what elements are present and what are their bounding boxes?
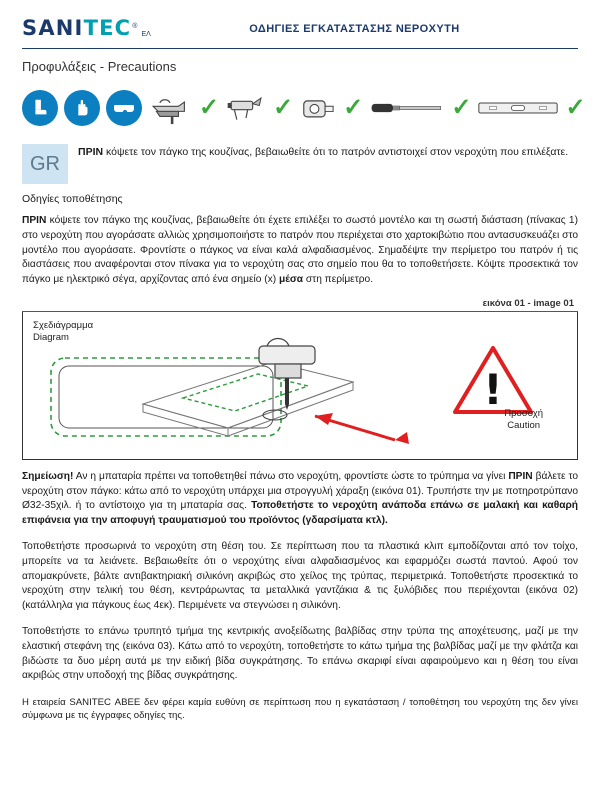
instructions-body (22, 214, 578, 288)
screwdriver-icon (370, 98, 444, 118)
check-icon: ✓ (199, 94, 220, 121)
logo-subscript: ΕΛ (141, 31, 151, 38)
paragraph-1: Τοποθετήστε προσωρινά το νεροχύτη στη θέση του. Σε περίπτωση που τα πλαστικά κλιπ εμποδίζονται από τον τοίχο, μπορείτε να τα λειάνετε. Βεβαιωθείτε ότι ο νεροχύτης είναι αλφαδιασμένος και εφαρμόζει σωστά παντού. Αφού τον απομακρύνετε, βάλτε αντιβακτηριακή σιλικόνη ακριβώς στο χείλος της τρύπας, περιμετρικά. Τοποθετήστε προσεκτικά το νεροχύτη στην τελική του θέση, κεντράρωντας τα μεταλλικά γαντζάκια & τις ξυλόβιδες που περιέχονται (εικόνα 02) (κατάλληλα για πάγκους έως 4εκ). Περιμένετε να στεγνώσει η σιλικόνη. (22, 541, 578, 612)
note-text-1: Αν η μπαταρία πρέπει να τοποθετηθεί πάνω στο νεροχύτη, φροντίστε ώστε το τρύπημα να γίνει (73, 470, 509, 482)
callout-body: κόψετε τον πάγκο της κουζίνας, βεβαιωθείτε ότι το πατρόν αντιστοιχεί στον νεροχύτη που επιλέξατε. (103, 146, 569, 158)
callout-bold-lead: ΠΡΙΝ (78, 146, 104, 158)
liability-footer: Η εταιρεία SANITEC ΑΒΕΕ δεν φέρει καμία ευθύνη σε περίπτωση που η εγκατάσταση / τοποθέτηση του νεροχύτη της δεν γίνει σύμφωνα με τις έγγραφες οδηγίες της. (22, 697, 578, 722)
instructions-bold-lead: ΠΡΙΝ (22, 215, 47, 226)
note-text-2: βάλετε το νεροχύτη στον πάγκο: κάτω από το νεροχύτη υπάρχει μια στρογγυλή χάραξη (εικόνα 01). Τρυπήστε την με ποτηροτρύπανο Ø32-35χιλ. ή το αντίστοιχο για τη μπαταρία σας. (22, 470, 578, 512)
instructions-text: κόψετε τον πάγκο της κουζίνας, βεβαιωθείτε ότι έχετε επιλέξει το σωστό μοντέλο και τη σωστή διάσταση (πίνακας 1) στο νεροχύτη που αγοράσατε αλλιώς χρησιμοποιήστε το πατρόν που περιέχεται στο χαρτοκιβώτιο που αντασυσκευάζει στο μοντέλο που αγοράσατε. Φροντίστε ο πάγκος να είναι καλά αλφαδιασμένος. Σημαδέψτε την περίμετρο του πατρόν ή τις διαστάσεις που αναφέρονται στον πίνακα για το νεροχύτη σας στο σημείο που θα το τοποθετήσετε. Κόψτε προσεκτικά τον πάγκο με ηλεκτρικό σέγα, αρχίζοντας από ένα σημείο (x) (22, 215, 578, 286)
check-icon: ✓ (343, 94, 364, 121)
registered-mark-icon: ® (132, 23, 138, 30)
caution-line2: Caution (507, 419, 541, 431)
note-lead: Σημείωση! (22, 470, 74, 482)
logo-text: SANITEC (22, 16, 132, 40)
instructions-heading: Οδηγίες τοποθέτησης (22, 193, 123, 205)
caution-line1: Προσοχή (504, 407, 543, 419)
page-header (22, 18, 578, 45)
safety-boots-icon (22, 90, 58, 126)
page-title: ΟΔΗΓΙΕΣ ΕΓΚΑΤΑΣΤΑΣΗΣ ΝΕΡΟΧΥΤΗ (249, 22, 460, 35)
figure-label: εικόνα 01 - image 01 (482, 297, 574, 309)
instructions-text-tail: στη περίμετρο. (303, 274, 374, 286)
language-badge: GR (22, 144, 68, 184)
diagram-caption-line1: Σχεδιάγραμμα (33, 319, 94, 331)
check-icon: ✓ (565, 94, 586, 121)
jigsaw-icon (148, 91, 192, 125)
diagram-caption-line2: Diagram (33, 331, 69, 343)
paragraph-2: Τοποθετήστε το επάνω τρυπητό τμήμα της κεντρικής ανοξείδωτης βαλβίδας στην τρύπα της αποχέτευσης, μαζί με την ελαστική στεφάνη της (εικόνα 03). Κάτω από το νεροχύτη, τοποθετήστε το κάτω τμήμα της βαλβίδας μαζί με την φλάτζα και βιδώστε τα δυο μέρη αυτά με την ειδική βίδα συγκράτησης. Το επάνω σκαριφί είναι αφαιρούμενο και η θέση του είναι ακριβώς στην υποδοχή της βίδας συγκράτησης. (22, 625, 578, 682)
tape-measure-icon (300, 92, 336, 124)
spirit-level-icon (478, 99, 558, 117)
safety-goggles-icon (106, 90, 142, 126)
note-bold-prin: ΠΡΙΝ (508, 470, 533, 482)
precautions-icon-row (22, 82, 586, 134)
header-divider (22, 48, 578, 49)
diagram-drawing (23, 312, 578, 458)
caution-label (504, 408, 543, 432)
note-block (22, 470, 578, 529)
callout-text (78, 144, 568, 184)
check-icon: ✓ (273, 94, 294, 121)
instructions-bold-inline: μέσα (278, 274, 304, 286)
sanitec-logo (22, 18, 151, 39)
gr-callout (22, 144, 578, 184)
svg-text:!: ! (483, 364, 503, 414)
caulking-gun-icon (226, 91, 266, 125)
precautions-title: Προφυλάξεις - Precautions (22, 59, 177, 74)
check-icon: ✓ (451, 94, 472, 121)
diagram-panel (22, 312, 578, 460)
safety-gloves-icon (64, 90, 100, 126)
note-bold-tail: Τοποθετήστε το νεροχύτη ανάποδα επάνω σε μαλακή και καθαρή επιφάνεια για την αποφυγή τραυματισμού του προϊόντος (γδαρσίματα κτλ). (22, 500, 578, 527)
